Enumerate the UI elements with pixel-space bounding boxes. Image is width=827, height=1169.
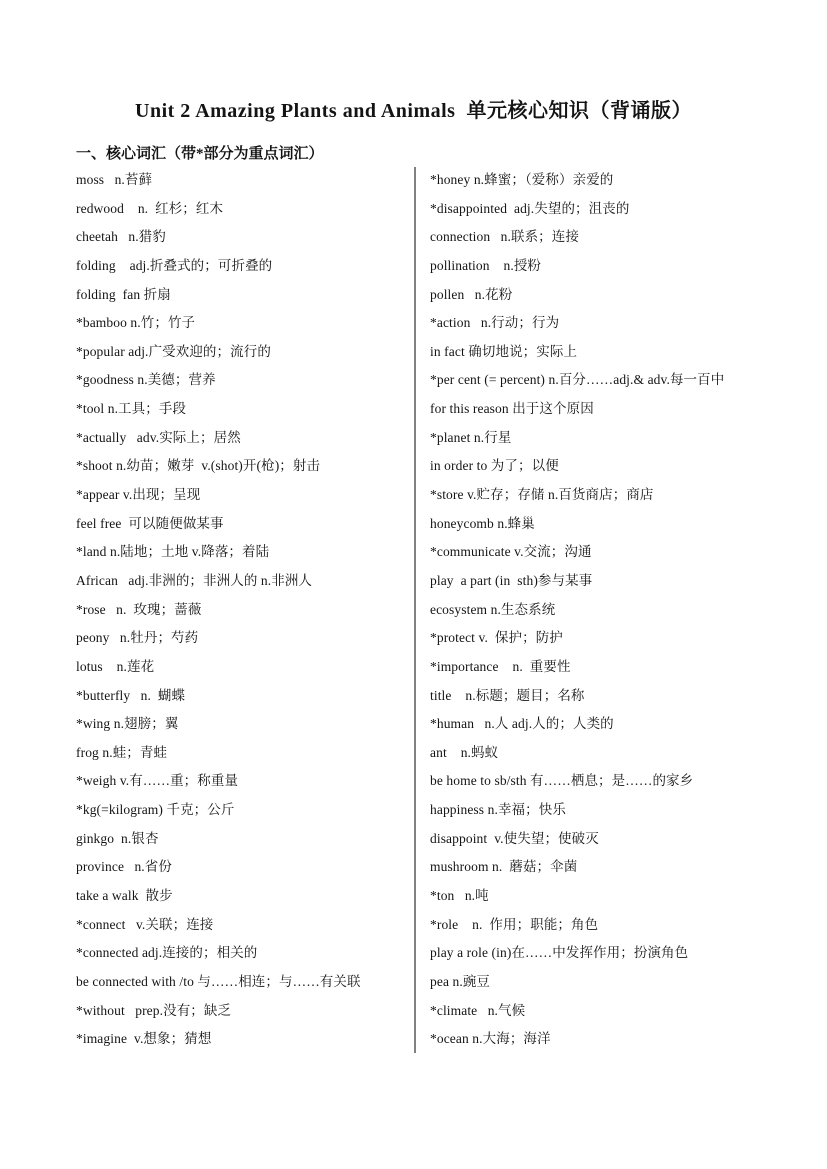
page-title: Unit 2 Amazing Plants and Animals 单元核心知识（背诵版） <box>135 100 692 122</box>
vocab-entry: *human n.人 adj.人的；人类的 <box>430 716 614 732</box>
vocab-entry: *importance n. 重要性 <box>430 658 571 674</box>
vocab-entry: *action n.行动；行为 <box>430 315 560 331</box>
vocab-entry: in order to 为了；以便 <box>430 458 559 474</box>
vocab-entry: *role n. 作用；职能；角色 <box>430 916 599 932</box>
vocab-entry: *communicate v.交流；沟通 <box>430 544 592 560</box>
vocab-entry: in fact 确切地说；实际上 <box>430 343 578 359</box>
vocab-entry: disappoint v.使失望；使破灭 <box>430 830 599 846</box>
vocab-entry: *ton n.吨 <box>430 888 489 904</box>
vocab-entry: African adj.非洲的；非洲人的 n.非洲人 <box>76 572 313 588</box>
vocab-entry: *honey n.蜂蜜；（爱称）亲爱的 <box>430 172 614 187</box>
vocab-entry: play a role (in)在……中发挥作用；扮演角色 <box>430 945 689 961</box>
vocab-entry: ecosystem n.生态系统 <box>430 601 556 617</box>
vocab-entry: *per cent (= percent) n.百分……adj.& adv.每一百中 <box>430 372 725 388</box>
vocab-entry: for this reason 出于这个原因 <box>430 401 594 417</box>
vocab-entry: *weigh v.有……重；称重量 <box>76 773 239 789</box>
vocab-entry: mushroom n. 蘑菇；伞菌 <box>430 859 578 875</box>
vocab-entry: *shoot n.幼苗；嫩芽 v.(shot)开(枪)；射击 <box>76 458 321 474</box>
vocab-entry: *actually adv.实际上；居然 <box>76 429 241 445</box>
vocab-entry: ginkgo n.银杏 <box>76 830 159 846</box>
vocab-entry: play a part (in sth)参与某事 <box>430 572 593 588</box>
vocab-entry: honeycomb n.蜂巢 <box>430 515 535 531</box>
vocab-entry: *appear v.出现；呈现 <box>76 487 201 503</box>
vocab-entry: pea n.豌豆 <box>430 973 491 989</box>
vocab-entry: feel free 可以随便做某事 <box>76 515 224 531</box>
vocab-entry: *bamboo n.竹；竹子 <box>76 315 196 331</box>
vocab-right-column <box>430 166 802 1054</box>
vocab-left-column <box>76 166 408 1054</box>
vocab-entry: *climate n.气候 <box>430 1002 526 1018</box>
vocab-entry: ant n.蚂蚁 <box>430 744 499 760</box>
vocab-entry: *popular adj.广受欢迎的；流行的 <box>76 343 271 359</box>
vocab-entry: *land n.陆地；土地 v.降落；着陆 <box>76 544 270 560</box>
vocab-entry: lotus n.莲花 <box>76 658 155 674</box>
vocab-entry: *without prep.没有；缺乏 <box>76 1002 232 1018</box>
vocab-entry: frog n.蛙；青蛙 <box>76 744 168 760</box>
vocab-entry: take a walk 散步 <box>76 888 173 904</box>
vocab-entry: province n.省份 <box>76 859 172 875</box>
vocab-entry: *tool n.工具；手段 <box>76 401 187 417</box>
vocab-entry: be home to sb/sth 有……栖息；是……的家乡 <box>430 773 694 789</box>
vocab-entry: redwood n. 红杉；红木 <box>76 200 224 216</box>
vocab-entry: pollination n.授粉 <box>430 257 542 273</box>
vocab-entry: *wing n.翅膀；翼 <box>76 716 179 732</box>
vocab-entry: cheetah n.猎豹 <box>76 229 166 245</box>
vocab-entry: *butterfly n. 蝴蝶 <box>76 687 186 703</box>
vocab-entry: *ocean n.大海；海洋 <box>430 1031 551 1047</box>
vocab-entry: *connected adj.连接的；相关的 <box>76 945 258 961</box>
column-divider <box>414 167 416 1053</box>
vocab-entry: *goodness n.美德；营养 <box>76 372 216 388</box>
vocab-entry: folding fan 折扇 <box>76 286 171 302</box>
vocab-entry: *connect v.关联；连接 <box>76 916 214 932</box>
vocab-entry: *protect v. 保护；防护 <box>430 630 563 646</box>
vocab-entry: happiness n.幸福；快乐 <box>430 802 566 818</box>
vocab-entry: *store v.贮存；存储 n.百货商店；商店 <box>430 487 654 503</box>
vocab-entry: *rose n. 玫瑰；蔷薇 <box>76 601 202 617</box>
vocab-entry: title n.标题；题目；名称 <box>430 687 585 703</box>
vocab-entry: connection n.联系；连接 <box>430 229 579 245</box>
vocab-entry: pollen n.花粉 <box>430 286 513 302</box>
vocab-entry: moss n.苔藓 <box>76 172 153 187</box>
vocab-entry: *kg(=kilogram) 千克；公斤 <box>76 802 235 818</box>
vocab-entry: folding adj.折叠式的；可折叠的 <box>76 257 273 273</box>
vocab-entry: *planet n.行星 <box>430 429 512 445</box>
vocab-entry: peony n.牡丹；芍药 <box>76 630 199 646</box>
section-heading: 一、核心词汇（带*部分为重点词汇） <box>76 146 324 162</box>
vocab-entry: *disappointed adj.失望的；沮丧的 <box>430 200 630 216</box>
vocab-entry: *imagine v.想象；猜想 <box>76 1031 212 1047</box>
vocab-entry: be connected with /to 与……相连；与……有关联 <box>76 973 361 989</box>
